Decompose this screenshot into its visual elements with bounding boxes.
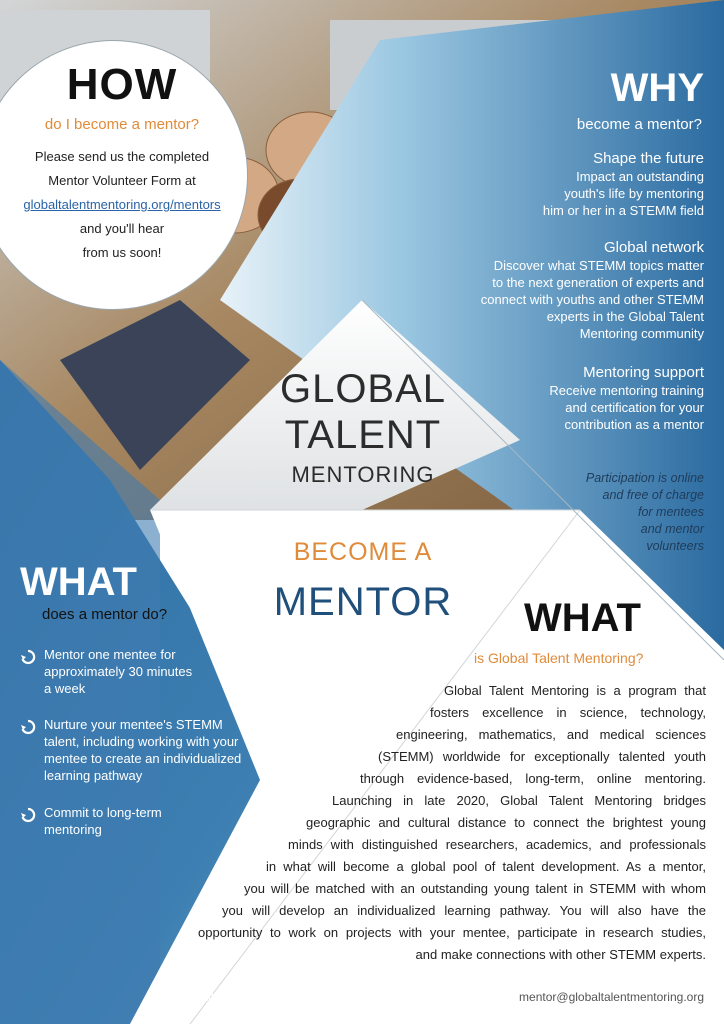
note-line: and mentor [640, 522, 704, 536]
title-line-talent: TALENT [284, 413, 442, 457]
how-body [0, 145, 244, 265]
program-description-line: fosters excellence in science, technology, [430, 705, 706, 720]
how-subtitle: do I become a mentor? [44, 116, 200, 133]
mentor-heading: MENTOR [273, 580, 453, 624]
program-description-line: Launching in late 2020, Global Talent Mentoring bridges [332, 793, 706, 808]
participation-note [514, 470, 704, 555]
why-item-line: Receive mentoring training [549, 383, 704, 398]
why-item-line: Impact an outstanding [576, 169, 704, 184]
how-title: HOW [66, 60, 178, 109]
why-item-line: youth's life by mentoring [564, 186, 704, 201]
mentor-task-text [44, 716, 274, 784]
program-title [238, 366, 488, 490]
why-title: WHY [610, 66, 704, 110]
how-line: from us soon! [82, 245, 162, 260]
become-a-heading: BECOME A [293, 538, 433, 566]
what-mentor-subtitle: does a mentor do? [42, 606, 168, 623]
mentor-task-text [44, 646, 274, 697]
task-line: Mentor one mentee for [44, 647, 176, 662]
task-line: learning pathway [44, 768, 143, 783]
why-item-line: him or her in a STEMM field [542, 203, 704, 218]
how-line: Mentor Volunteer Form at [48, 173, 196, 188]
program-description-line: and make connections with other STEMM experts. [415, 947, 706, 962]
why-subtitle: become a mentor? [576, 116, 702, 133]
title-line-global: GLOBAL [279, 367, 447, 411]
program-description-line: geographic and cultural distance to connect the brightest young [306, 815, 706, 830]
program-description-line: in what will become a global pool of talent development. As a mentor, [266, 859, 706, 874]
why-item-heading: Mentoring support [583, 364, 704, 381]
footer-email-link[interactable]: mentor@globaltalentmentoring.org [519, 990, 704, 1004]
refresh-icon [20, 807, 36, 823]
note-line: and free of charge [602, 488, 704, 502]
task-line: mentee to create an individualized [44, 751, 242, 766]
what-program-title: WHAT [524, 596, 641, 640]
program-description-line: you will develop an individualized learning pathway. You will also have the [222, 903, 706, 918]
why-item-heading: Global network [603, 239, 704, 256]
task-line: Nurture your mentee's STEMM [44, 717, 223, 732]
why-item-line: Mentoring community [579, 326, 704, 341]
why-item-heading: Shape the future [593, 150, 704, 167]
program-description-line: you will be matched with an outstanding young talent in STEMM with whom [244, 881, 706, 896]
how-line: Please send us the completed [34, 149, 210, 164]
title-line-mentoring: MENTORING [291, 462, 435, 487]
task-line: a week [44, 681, 86, 696]
program-description-line: Global Talent Mentoring is a program that [444, 683, 706, 698]
note-line: volunteers [646, 539, 704, 553]
why-item-shape-future [543, 150, 704, 219]
why-item-line: experts in the Global Talent [546, 309, 704, 324]
note-line: for mentees [637, 505, 704, 519]
program-description-line: minds with distinguished researchers, academics, and professionals [288, 837, 706, 852]
mentor-task-text [44, 804, 274, 838]
task-line: talent, including working with your [44, 734, 239, 749]
program-description-line: through evidence-based, long-term, online mentoring. [360, 771, 706, 786]
refresh-icon [20, 719, 36, 735]
note-line: Participation is online [585, 471, 704, 485]
program-description-line: opportunity to work on projects with your mentee, participate in research studies, [198, 925, 706, 940]
why-item-line: and certification for your [565, 400, 704, 415]
program-description-line: engineering, mathematics, and medical sciences [396, 727, 706, 742]
mentor-form-link[interactable]: globaltalentmentoring.org/mentors [23, 197, 221, 212]
program-description-line: (STEMM) worldwide for exceptionally talented youth [378, 749, 706, 764]
why-item-global-network [481, 239, 704, 342]
why-item-line: connect with youths and other STEMM [480, 292, 704, 307]
why-item-line: to the next generation of experts and [492, 275, 704, 290]
footer-website-link[interactable]: www.globaltalentmentoring.org [150, 990, 315, 1004]
refresh-icon [20, 649, 36, 665]
task-line: mentoring [44, 822, 102, 837]
why-item-line: Discover what STEMM topics matter [493, 258, 704, 273]
what-mentor-title: WHAT [20, 560, 137, 604]
what-program-subtitle: is Global Talent Mentoring? [474, 650, 644, 666]
why-item-line: contribution as a mentor [564, 417, 704, 432]
how-line: and you'll hear [79, 221, 165, 236]
task-line: approximately 30 minutes [44, 664, 193, 679]
task-line: Commit to long-term [44, 805, 162, 820]
why-item-mentoring-support [549, 364, 704, 433]
